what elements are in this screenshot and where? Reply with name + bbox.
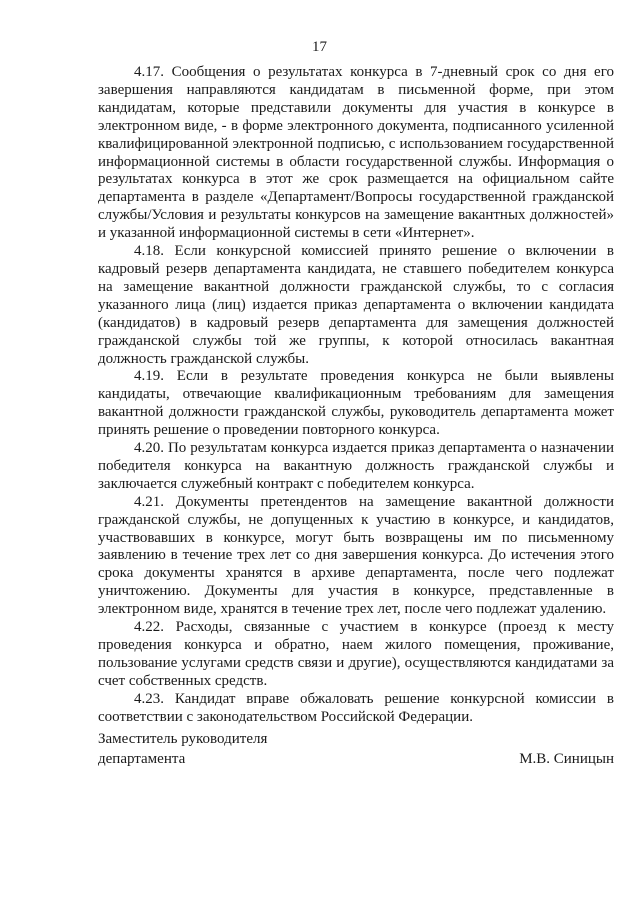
- signature-block: [98, 729, 614, 769]
- paragraph-4-22: 4.22. Расходы, связанные с участием в конкурсе (проезд к месту проведения конкурса и обратно, наем жилого помещения, проживание, пользование услугами средств связи и другие), осуществляются кандидатами за счет собственных средств.: [98, 619, 614, 689]
- paragraph-4-23: 4.23. Кандидат вправе обжаловать решение конкурсной комиссии в соответствии с законодательством Российской Федерации.: [98, 690, 614, 725]
- paragraph-4-17: 4.17. Сообщения о результатах конкурса в 7-дневный срок со дня его завершения направляются кандидатам в письменной форме, при этом кандидатам, которые представили документы для участия в конкурсе в электронном виде, - в форме электронного документа, подписанного усиленной квалифицированной электронной подписью, с использованием государственной информационной системы в области государственной службы. Информация о результатах конкурса в этот же срок размещается на официальном сайте департамента в разделе «Департамент/Вопросы государственной гражданской службы/Условия и результаты конкурсов на замещение вакантных должностей» и указанной информационной системы в сети «Интернет».: [98, 64, 614, 242]
- page-number: 17: [312, 39, 327, 55]
- paragraph-4-21: 4.21. Документы претендентов на замещение вакантной должности гражданской службы, не допущенных к участию в конкурсе, и кандидатов, участвовавших в конкурсе, могут быть возвращены им по письменному заявлению в течение трех лет со дня завершения конкурса. До истечения этого срока документы хранятся в архиве департамента, после чего подлежат уничтожению. Документы для участия в конкурсе, представленные в электронном виде, хранятся в течение трех лет, после чего подлежат удалению.: [98, 493, 614, 618]
- signatory-title-line-1: Заместитель руководителя: [98, 731, 268, 747]
- signatory-title-line-2: департамента: [98, 751, 186, 767]
- paragraph-4-20: 4.20. По результатам конкурса издается приказ департамента о назначении победителя конкурса на вакантную должность гражданской службы и заключается служебный контракт с победителем конкурса.: [98, 440, 614, 492]
- signatory-name: М.В. Синицын: [519, 751, 614, 767]
- paragraph-4-18: 4.18. Если конкурсной комиссией принято решение о включении в кадровый резерв департамента кандидата, не ставшего победителем конкурса на замещение вакантной должности гражданской службы, то с согласия указанного лица (лиц) издается приказ департамента о включении кандидата (кандидатов) в кадровый резерв департамента для замещения должностей гражданской службы той же группы, к которой относилась вакантная должность гражданской службы.: [98, 243, 614, 367]
- paragraph-4-19: 4.19. Если в результате проведения конкурса не были выявлены кандидаты, отвечающие квалификационным требованиям для замещения вакантной должности гражданской службы, руководитель департамента может принять решение о проведении повторного конкурса.: [98, 368, 614, 439]
- document-body: [98, 64, 614, 727]
